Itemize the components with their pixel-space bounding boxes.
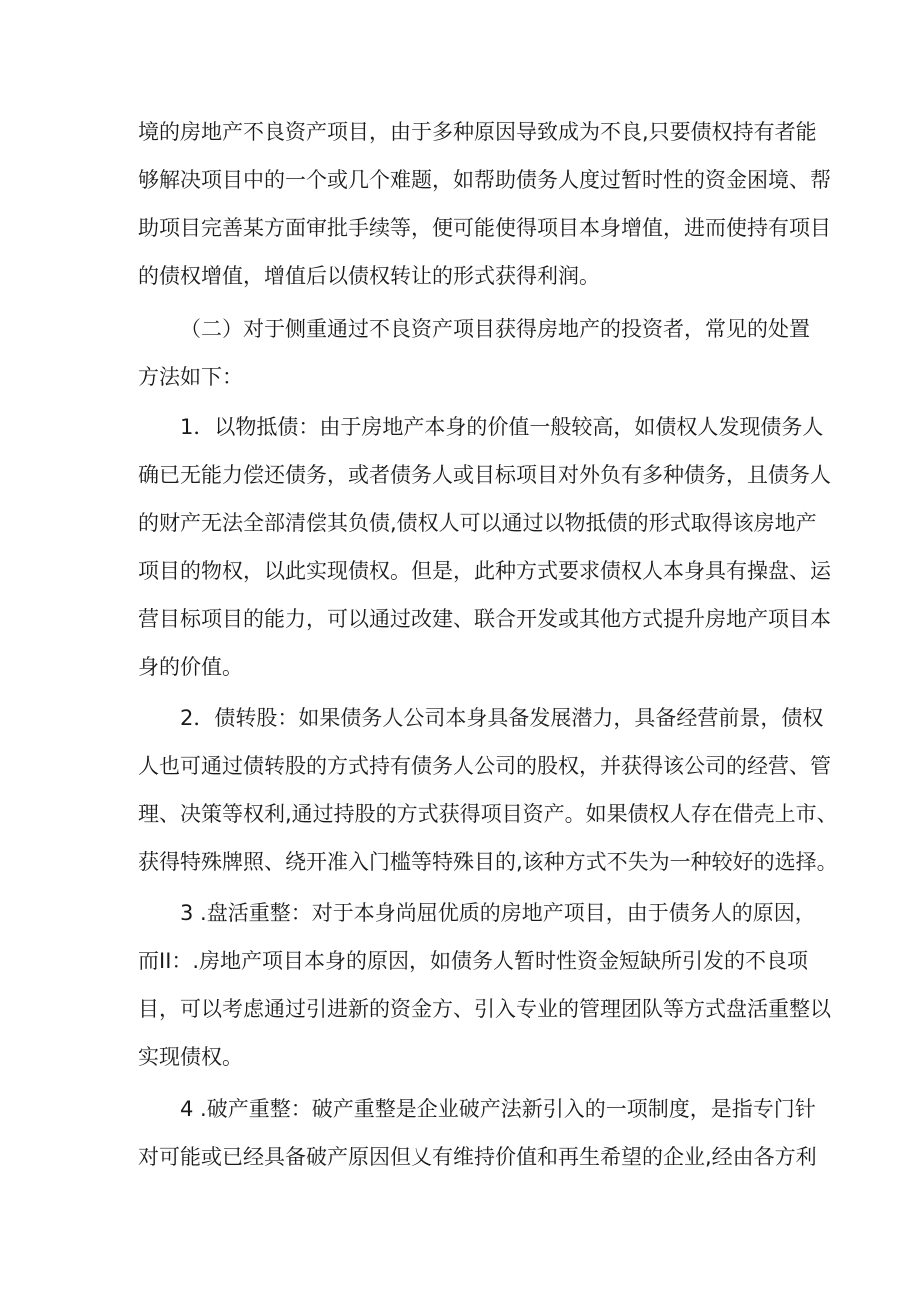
paragraph-4-line-3: 理、决策等权利,通过持股的方式获得项目资产。如果债权人存在借壳上市、 xyxy=(138,802,838,826)
paragraph-3-line-2: 确已无能力偿还债务，或者债务人或目标项目对外负有多种债务，且债务人 xyxy=(138,463,831,487)
paragraph-6-line-1: 4 .破产重整：破产重整是企业破产法新引入的一项制度，是指专门针 xyxy=(180,1097,816,1121)
paragraph-4-line-2: 人也可通过债转股的方式持有债务人公司的股权，并获得该公司的经营、管 xyxy=(138,754,831,778)
paragraph-1-line-3: 助项目完善某方面审批手续等，便可能使得项目本身增值，进而使持有项目 xyxy=(138,216,831,240)
paragraph-5-line-2: 而II：.房地产项目本身的原因，如债务人暂时性资金短缺所引发的不良项 xyxy=(138,949,809,973)
paragraph-1-line-1: 境的房地产不良资产项目，由于多种原因导致成为不良,只要债权持有者能 xyxy=(138,120,817,144)
paragraph-3-line-6: 身的价值。 xyxy=(138,655,243,679)
paragraph-3-line-3: 的财产无法全部清偿其负债,债权人可以通过以物抵债的形式取得该房地产 xyxy=(138,511,817,535)
paragraph-3-line-1: 1．以物抵债：由于房地产本身的价值一般较高，如债权人发现债务人 xyxy=(180,415,824,439)
paragraph-1-line-4: 的债权增值，增值后以债权转让的形式获得利润。 xyxy=(138,264,600,288)
paragraph-3-line-4: 项目的物权，以此实现债权。但是，此种方式要求债权人本身具有操盘、运 xyxy=(138,559,831,583)
paragraph-4-line-4: 获得特殊牌照、绕开准入门槛等特殊目的,该种方式不失为一种较好的选择。 xyxy=(138,850,838,874)
paragraph-5-line-4: 实现债权。 xyxy=(138,1045,243,1069)
paragraph-6-line-2: 对可能或已经具备破产原因但乂有维持价值和再生希望的企业,经由各方利 xyxy=(138,1145,817,1169)
paragraph-5-line-3: 目，可以考虑通过引进新的资金方、引入专业的管理团队等方式盘活重整以 xyxy=(138,997,831,1021)
paragraph-2-line-1: （二）对于侧重通过不良资产项目获得房地产的投资者，常见的处置 xyxy=(180,317,810,341)
paragraph-4-line-1: 2．债转股：如果债务人公司本身具备发展潜力，具备经营前景，债权 xyxy=(180,706,824,730)
paragraph-2-line-2: 方法如下： xyxy=(138,365,243,389)
paragraph-3-line-5: 营目标项目的能力，可以通过改建、联合开发或其他方式提升房地产项目本 xyxy=(138,607,831,631)
paragraph-1-line-2: 够解决项目中的一个或几个难题，如帮助债务人度过暂时性的资金困境、帮 xyxy=(138,168,831,192)
paragraph-5-line-1: 3 .盘活重整：对于本身尚屈优质的房地产项目，由于债务人的原因， xyxy=(180,901,816,925)
